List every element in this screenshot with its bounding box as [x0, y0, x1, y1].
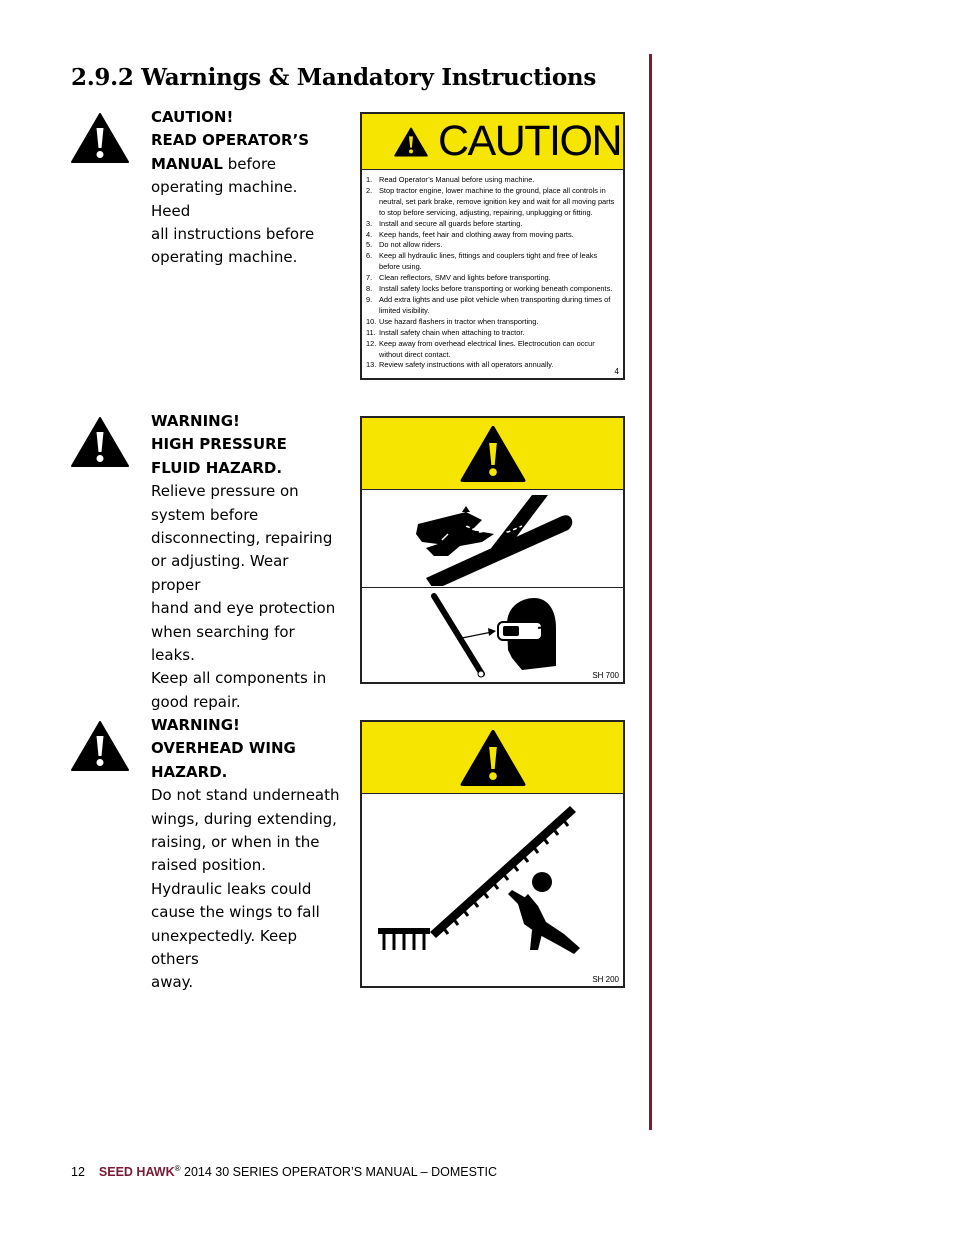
warning-body-inline: before: [222, 154, 277, 173]
warning-body-line: raising, or when in the: [151, 833, 320, 852]
warning-triangle-icon: [70, 720, 130, 772]
warning-title-line: CAUTION!: [151, 108, 234, 126]
warning-body-line: unexpectedly. Keep others: [151, 926, 297, 969]
decal-code: SH 200: [592, 975, 619, 984]
warning-body-line: Keep all components in: [151, 669, 327, 688]
caution-decal-header: [362, 114, 623, 170]
list-item: 5. Do not allow riders.: [366, 240, 443, 250]
decal-header: [362, 722, 623, 794]
warning-body-line: when searching for leaks.: [151, 622, 295, 665]
list-item: 3. Install and secure all guards before starting.: [366, 218, 523, 228]
warning-title-line: FLUID HAZARD.: [151, 458, 283, 477]
list-item: 9. Add extra lights and use pilot vehicle when transporting during times of limited visibility.: [366, 294, 611, 315]
caution-manual-text: [151, 106, 341, 270]
warning-title-line: WARNING!: [151, 412, 240, 430]
warning-triangle-icon: [460, 729, 526, 787]
list-item: 11. Install safety chain when attaching to tractor.: [366, 327, 525, 337]
decal-header: [362, 418, 623, 490]
list-item: 8. Install safety locks before transporting or working beneath components.: [366, 284, 613, 294]
warning-body-line: wings, during extending,: [151, 809, 337, 828]
eye-protection-panel: [362, 588, 623, 682]
caution-instructions-list: [362, 170, 623, 371]
list-item: 4. Keep hands, feet hair and clothing away from moving parts.: [366, 229, 574, 239]
warning-title-line: READ OPERATOR’S: [151, 131, 310, 150]
wing-hazard-text: [151, 714, 341, 995]
fluid-hazard-text: [151, 410, 341, 714]
warning-body-line: operating machine.: [151, 248, 298, 267]
fluid-injection-panel: [362, 490, 623, 588]
overhead-wing-crush-icon: [362, 794, 623, 984]
caution-word: CAUTION: [438, 117, 621, 165]
margin-rule: [649, 54, 652, 1130]
page-number: 12: [71, 1165, 85, 1180]
manual-title: 2014 30 SERIES OPERATOR’S MANUAL – DOMESTIC: [180, 1165, 498, 1180]
page-footer: [71, 1164, 497, 1179]
hand-fluid-injection-icon: [362, 490, 623, 586]
warning-body-line: Hydraulic leaks could: [151, 879, 312, 898]
warning-body-line: Do not stand underneath: [151, 786, 340, 805]
warning-body-line: raised position.: [151, 856, 267, 875]
warning-title-line: HAZARD.: [151, 762, 228, 781]
warning-title-inline: MANUAL: [151, 154, 223, 173]
warning-title-line: WARNING!: [151, 716, 240, 734]
warning-triangle-icon: [70, 416, 130, 468]
warning-body-line: system before: [151, 505, 259, 524]
warning-body-line: Relieve pressure on: [151, 482, 299, 501]
warning-triangle-icon: [70, 112, 130, 164]
list-item: 1. Read Operator’s Manual before using machine.: [366, 175, 535, 184]
warning-title-line: OVERHEAD WING: [151, 739, 296, 758]
decal-code: 4: [614, 367, 619, 376]
registered-mark: ®: [174, 1164, 181, 1173]
warning-body-line: good repair.: [151, 692, 241, 711]
warning-title-line: HIGH PRESSURE: [151, 435, 287, 454]
eye-protection-icon: [362, 588, 623, 680]
decal-code: SH 700: [592, 671, 619, 680]
warning-body-line: or adjusting. Wear proper: [151, 552, 289, 594]
caution-decal: [360, 112, 625, 380]
warning-body-line: disconnecting, repairing: [151, 529, 333, 548]
section-heading: 2.9.2 Warnings & Mandatory Instructions: [71, 64, 596, 91]
warning-body-line: cause the wings to fall: [151, 903, 320, 922]
fluid-hazard-decal: [360, 416, 625, 684]
warning-body-line: away.: [151, 973, 194, 992]
warning-body-line: hand and eye protection: [151, 599, 336, 618]
brand-name: SEED HAWK: [98, 1165, 175, 1180]
list-item: 10. Use hazard flashers in tractor when transporting.: [366, 316, 539, 326]
list-item: 12. Keep away from overhead electrical lines. Electrocution can occur without direct contact.: [366, 338, 595, 359]
warning-triangle-icon: [460, 425, 526, 483]
list-item: 2. Stop tractor engine, lower machine to the ground, place all controls in neutral, set park brake, remove ignition key and wait for all moving parts to stop before servicing, adjusting, repairing, unplugging or fitting.: [366, 185, 615, 217]
list-item: 13. Review safety instructions with all operators annually.: [366, 360, 554, 370]
warning-body-line: all instructions before: [151, 225, 315, 244]
wing-hazard-decal: [360, 720, 625, 988]
warning-body-line: operating machine. Heed: [151, 178, 298, 220]
list-item: 6. Keep all hydraulic lines, fittings and couplers tight and free of leaks before using.: [366, 251, 598, 272]
overhead-wing-panel: [362, 794, 623, 986]
list-item: 7. Clean reflectors, SMV and lights before transporting.: [366, 273, 551, 283]
warning-triangle-icon: [394, 125, 428, 159]
